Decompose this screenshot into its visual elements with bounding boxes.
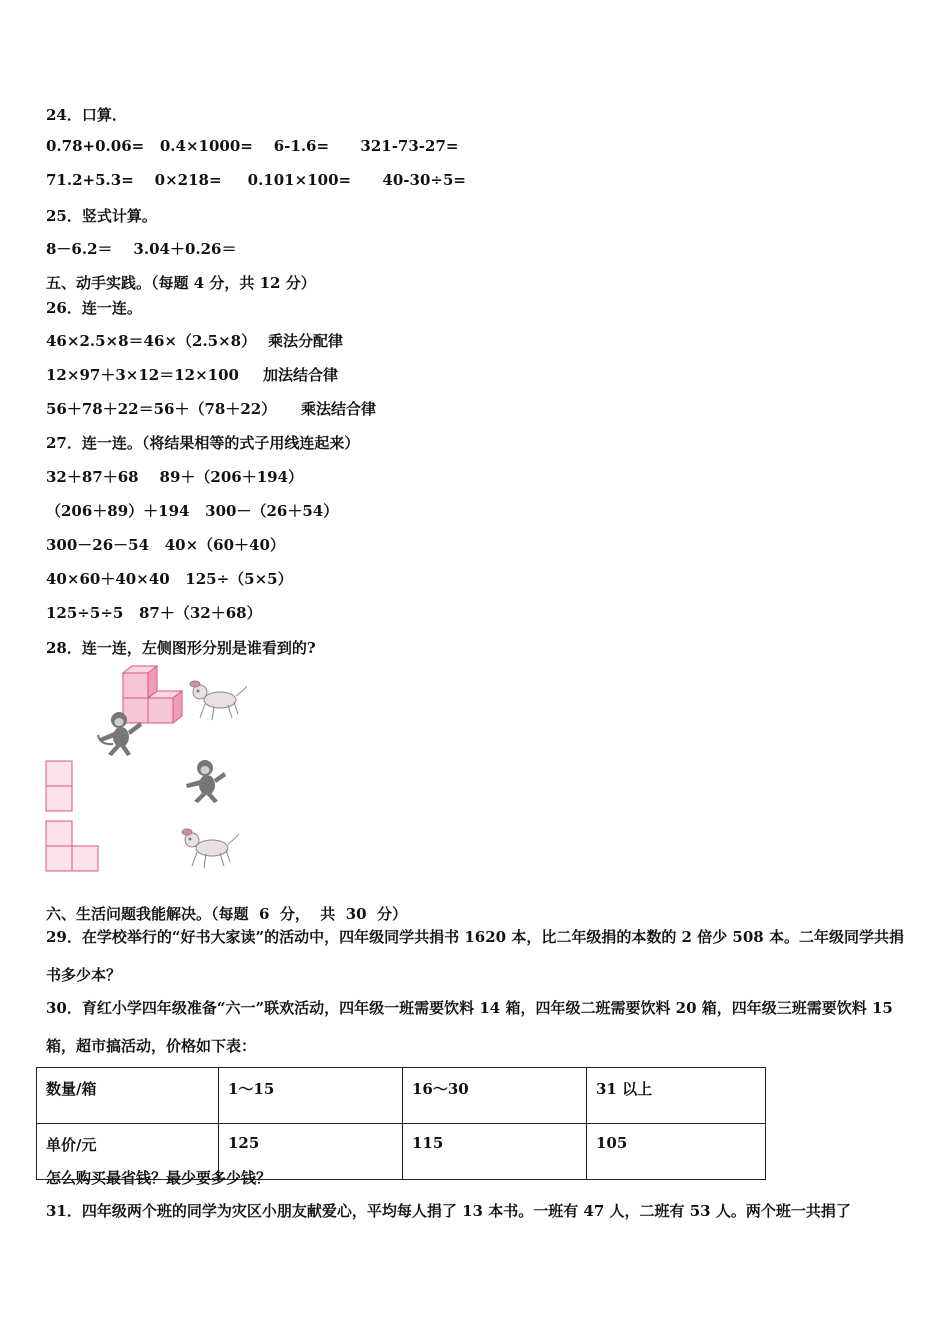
table-cell: 1～15 [219,1068,403,1124]
table-row [37,1068,766,1124]
q25-title: 25．竖式计算。 [46,207,157,225]
q25-row-1: 8－6.2＝ 3.04＋0.26＝ [46,240,237,258]
section6-title: 六、生活问题我能解决。（每题 6 分， 共 30 分） [46,905,408,923]
table-cell: 16～30 [403,1068,587,1124]
q29-text: 29．在学校举行的“好书大家读”的活动中，四年级同学共捐书 1620 本，比二年级捐的本数的 2 倍少 508 本。二年级同学共捐书多少本？ [46,928,904,984]
view-shape-2 [46,821,98,871]
q31-text: 31．四年级两个班的同学为灾区小朋友献爱心，平均每人捐了 13 本书。一班有 47 人，二班有 53 人。两个班一共捐了 [46,1202,851,1220]
q30-text: 30．育红小学四年级准备“六一”联欢活动，四年级一班需要饮料 14 箱，四年级二班需要饮料 20 箱，四年级三班需要饮料 15 箱，超市搞活动，价格如下表： [46,999,893,1055]
q24-row-2: 71.2+5.3= 0×218= 0.101×100= 40-30÷5= [46,171,466,189]
q27-row-4: 40×60＋40×40 125÷（5×5） [46,570,293,588]
q26-row-3-left: 56＋78＋22＝56＋（78＋22） [46,400,277,418]
q26-row-1-left: 46×2.5×8＝46×（2.5×8） [46,332,257,350]
q27-row-5: 125÷5÷5 87＋（32＋68） [46,604,262,622]
table-cell: 115 [403,1124,587,1180]
q26-title: 26．连一连。 [46,299,142,317]
table-cell: 数量/箱 [37,1068,219,1124]
price-table [36,1067,766,1180]
dog-icon [190,681,247,720]
table-cell: 单价/元 [37,1124,219,1180]
q27-row-2: （206＋89）＋194 300－（26＋54） [46,502,339,520]
q30-question: 怎么购买最省钱？最少要多少钱？ [46,1169,272,1187]
table-cell: 31 以上 [587,1068,766,1124]
q27-title: 27．连一连。（将结果相等的式子用线连起来） [46,434,360,452]
q24-title: 24．口算． [46,106,127,124]
table-cell: 125 [219,1124,403,1180]
q28-title: 28．连一连，左侧图形分别是谁看到的? [46,639,316,657]
q26-row-1-right: 乘法分配律 [268,332,344,350]
table-cell: 105 [587,1124,766,1180]
q27-row-3: 300－26－54 40×（60＋40） [46,536,285,554]
monkey-icon [186,760,226,803]
q26-row-2-right: 加法结合律 [263,366,339,384]
section5-title: 五、动手实践。（每题 4 分，共 12 分） [46,274,316,292]
q26-row-2-left: 12×97＋3×12＝12×100 [46,366,239,384]
view-shape-1 [46,761,72,811]
q27-row-1: 32＋87＋68 89＋（206＋194） [46,468,304,486]
q24-row-1: 0.78+0.06= 0.4×1000= 6-1.6= 321-73-27= [46,137,459,155]
stacked-cubes [123,666,182,723]
dog-icon [182,829,239,868]
q26-row-3-right: 乘法结合律 [301,400,377,418]
